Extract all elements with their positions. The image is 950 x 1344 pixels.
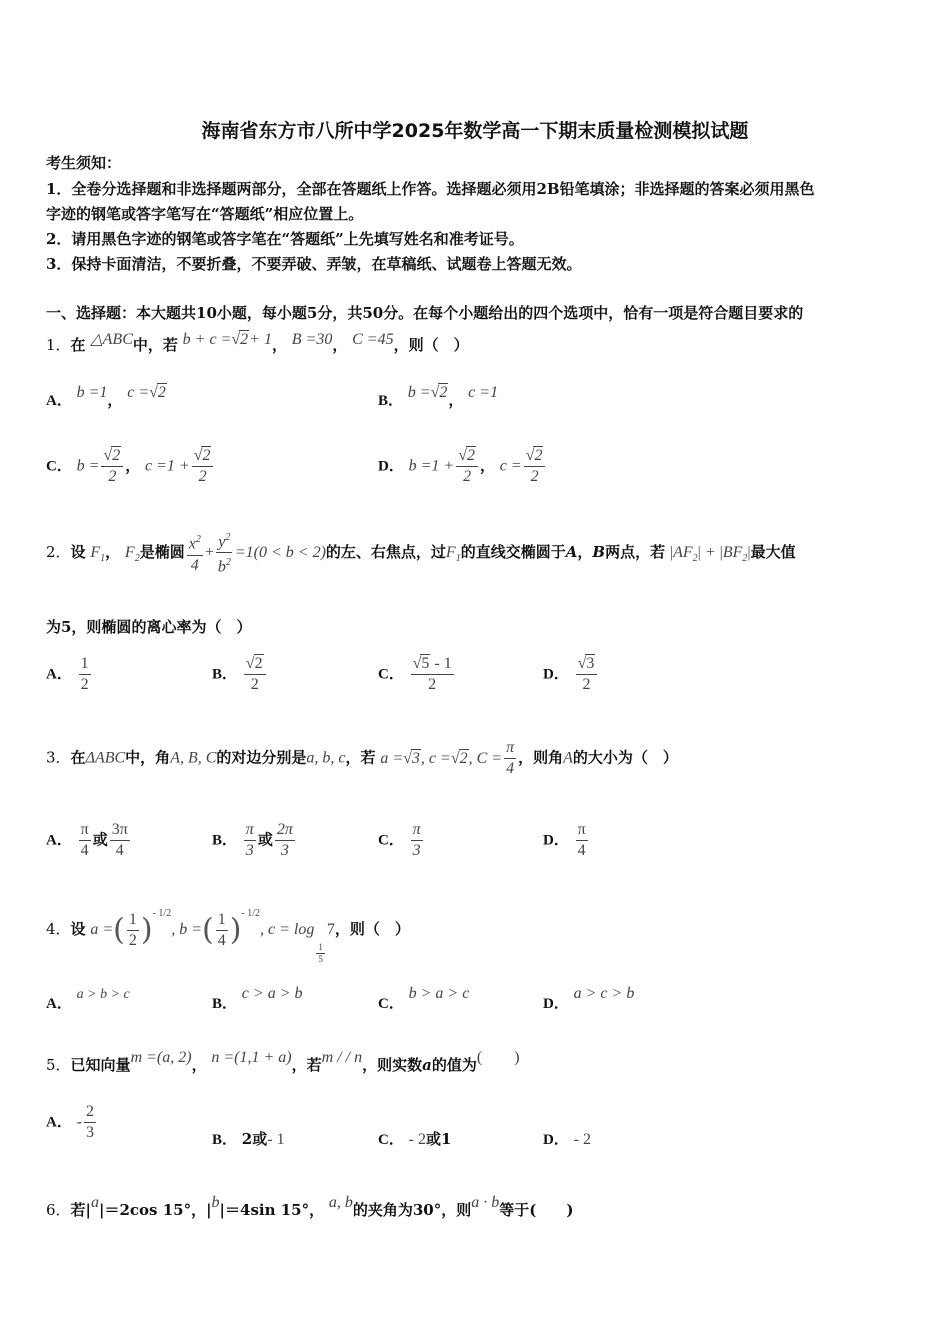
fraction: $\frac{\pi}{4}$ [506,739,515,777]
option-label: B． [212,666,238,683]
q1-condition: b + c =√2+ 1 [182,331,272,348]
minus-sign: - [76,1113,82,1131]
q4-math: 7 [326,921,335,938]
question-number: 4． [46,920,71,938]
option-math: b =1 [76,384,108,401]
section-heading: 一、选择题：本大题共10小题，每小题5分，共50分。在每个小题给出的四个选项中，恰有一项是符合题目要求的 [46,304,804,322]
option-text: 或1 [425,1130,452,1148]
question-2 [46,528,796,578]
fraction: $\frac{2\pi}{3}$ [276,821,293,859]
fraction: $\frac{√2}{2}$ [192,446,214,487]
q6-text: |＝2cos 15°，| [99,1201,212,1219]
option-label: D． [543,1132,569,1148]
question-number: 1． [46,336,71,354]
separator: ， [107,391,123,409]
q5-option-d[interactable] [543,1128,591,1149]
exponent: - 1/2 [241,908,261,919]
q2-option-c[interactable] [378,654,456,695]
question-number: 2． [46,542,71,561]
option-label: A． [46,996,72,1012]
option-math: b = [76,457,100,475]
option-label: B． [212,832,238,849]
parallel-condition: m / / n [321,1049,363,1066]
exponent: - 1/2 [152,908,172,919]
fraction: $\frac{\pi}{3}$ [245,821,254,859]
separator: ， [448,391,464,409]
option-math: b =1 + [408,457,455,475]
plus-sign: + [204,543,214,561]
variable-a: a [422,1056,432,1074]
q1-text: ， [332,336,348,354]
option-label: D． [543,832,569,849]
q4-option-b[interactable] [212,985,303,1019]
q5-text: ，则实数 [362,1056,423,1074]
q4-math: a = [90,921,114,938]
q2-option-d[interactable] [543,654,599,695]
q4-option-d[interactable] [543,985,635,1019]
fraction: $\frac{√2}{2}$ [244,654,266,695]
q5-option-c[interactable] [378,1128,451,1149]
q3-option-b[interactable] [212,820,297,861]
option-label: C． [378,832,404,849]
q3-text: ，若 [345,748,376,767]
q6-text: 的夹角为30°，则 [352,1201,472,1219]
q3-text: 的对边分别是 [216,748,307,767]
option-label: D． [543,996,569,1012]
q2-option-a[interactable] [46,654,93,695]
vector-b: b [211,1194,220,1211]
q2-option-b[interactable] [212,654,268,695]
separator: ， [105,542,121,561]
option-math: b =√2 [407,384,448,401]
q6-text: |＝4sin 15°， [219,1201,325,1219]
option-math: a > b > c [76,987,130,1002]
option-math: a > c > b [573,985,635,1002]
separator: ， [577,542,593,561]
q1-angle-c: C =45 [352,331,394,348]
q1-text: ，则（ ） [393,336,469,354]
q3-option-a[interactable] [46,820,132,861]
question-5 [46,1050,520,1081]
separator: ， [191,1056,207,1074]
log-base: $\frac{1}{5}$ [318,942,323,964]
q5-text: 的值为 [431,1056,477,1074]
option-label: B． [378,393,404,409]
fraction: $\frac{\pi}{3}$ [412,821,421,859]
option-label: A． [46,1114,72,1131]
option-label: D． [378,458,404,475]
fraction: $\frac{\pi}{4}$ [80,821,89,859]
q3-text: 的大小为（ ） [572,748,678,767]
question-3 [46,738,678,779]
option-label: C． [378,1132,404,1148]
q1-text: ， [271,336,287,354]
q2-text: 设 [70,542,86,561]
point-a: A [565,542,578,561]
vector-m: m =(a, 2) [130,1049,192,1066]
vector-n: n =(1,1 + a) [211,1049,292,1066]
vector-a: a [91,1194,100,1211]
option-math: c =1 [468,384,499,401]
notice-item: 字迹的钢笔或答字笔写在“答题纸”相应位置上。 [46,205,364,223]
focus-f2: $F_2$ [124,543,140,565]
separator: ， [480,456,496,475]
q3-condition: a =√3, c =√2, C = [380,749,503,767]
q2-text: 两点，若 [605,542,666,561]
option-label: D． [543,666,569,683]
q5-option-b[interactable] [212,1128,285,1149]
question-6 [46,1195,573,1226]
fraction: $\frac{1}{2}$ [80,655,89,693]
fraction: $\frac{\pi}{4}$ [577,821,586,859]
notice-item: 3．保持卡面清洁，不要折叠，不要弄破、弄皱，在草稿纸、试题卷上答题无效。 [46,255,582,273]
q5-option-a[interactable] [46,1102,98,1143]
q1-option-c[interactable] [46,446,215,487]
q1-text: 在 [70,336,86,354]
option-label: C． [378,996,404,1012]
focus-f1: $F_1$ [445,543,461,565]
fraction: $\frac{√3}{2}$ [576,654,598,695]
q1-option-d[interactable] [378,446,547,487]
question-1 [46,330,469,361]
vectors-ab: a, b [328,1194,353,1211]
page-title: 海南省东方市八所中学2025年数学高一下期末质量检测模拟试题 [201,120,749,142]
sides: a, b, c [306,749,346,767]
notice-item: 1．全卷分选择题和非选择题两部分，全部在答题纸上作答。选择题必须用2B铅笔填涂；非选择题的答案必须用黑色 [46,180,815,198]
fraction: $\frac{2}{3}$ [85,1103,94,1141]
notice-heading: 考生须知： [46,154,122,172]
angles: A, B, C [170,749,217,767]
angle-a: A [563,749,573,767]
separator: ， [125,456,141,475]
option-label: A． [46,832,72,849]
option-label: B． [212,1132,238,1148]
q3-text: 在 [70,748,86,767]
q4-math: , c = log [260,921,315,938]
option-label: A． [46,393,72,409]
q6-text: 若| [70,1201,92,1219]
q1-text: 中，若 [132,336,178,354]
q2-text: 的直线交椭圆于 [460,542,566,561]
or-text: 或 [92,830,108,849]
abs-sum: $|AF_2| + |BF_2|$ [669,543,751,565]
option-math: c =1 + [145,457,190,475]
q2-text: 是椭圆 [139,542,185,561]
option-text: 2或 [241,1130,268,1148]
q5-text: 已知向量 [70,1056,131,1074]
option-math: - 1 [267,1131,285,1148]
fraction: $\frac{1}{2}$ [128,910,137,949]
option-math: c =√2 [127,384,166,401]
question-number: 5． [46,1056,71,1074]
triangle-symbol: ΔABC [85,749,126,767]
q2-text: 的左、右焦点，过 [325,542,446,561]
q6-text: 等于( ) [499,1201,574,1219]
q1-angle-b: B =30 [291,331,333,348]
answer-blank: ( ) [476,1049,520,1066]
fraction: $\frac{√2}{2}$ [524,446,546,487]
dot-product: a · b [471,1194,500,1211]
fraction: $\frac{√2}{2}$ [101,446,123,487]
fraction: $\frac{√2}{2}$ [456,446,478,487]
option-math: - 2 [573,1131,591,1148]
q4-math: , b = [171,921,202,938]
ellipse-condition: =1(0 < b < 2) [234,543,326,561]
point-b: B [592,542,606,561]
fraction: $\frac{y^2}{b^2}$ [216,528,233,578]
fraction: $\frac{3\pi}{4}$ [111,821,128,859]
q4-text: ，则（ ） [334,920,410,938]
q1-option-b[interactable] [378,385,498,416]
q3-text: ，则角 [518,748,564,767]
q2-text: 最大值 [750,542,796,561]
option-label: B． [212,996,238,1012]
q4-option-a[interactable] [46,988,130,1020]
question-4: 4．设 a =( $\frac{1}{2}$ )$^{- 1/2}$, b =( $\frac{1}{4}$ )$^{- 1/2}$, c = log $\frac{1}{5}$ 7，则（ ） [46,908,410,964]
fraction: $\frac{x^2}{4}$ [187,530,203,575]
q4-text: 设 [70,920,86,938]
focus-f1: $F_1$ [90,543,106,565]
q1-option-a[interactable] [46,385,167,416]
q3-option-c[interactable] [378,820,425,861]
q3-text: 中，角 [125,748,171,767]
option-math: c = [499,457,522,475]
or-text: 或 [257,830,273,849]
q4-option-c[interactable] [378,985,470,1019]
option-label: C． [46,458,72,475]
question-number: 3． [46,748,71,767]
fraction: $\frac{1}{4}$ [217,910,226,949]
option-math: b > a > c [408,985,470,1002]
question-number: 6． [46,1201,71,1219]
fraction: $\frac{√5 - 1}{2}$ [412,655,452,693]
option-label: A． [46,666,72,683]
option-math: - 2 [408,1131,426,1148]
q5-text: ，若 [291,1056,322,1074]
option-label: C． [378,666,404,683]
option-math: c > a > b [241,985,303,1002]
q3-option-d[interactable] [543,820,590,861]
q2-line2: 为5，则椭圆的离心率为（ ） [46,618,252,636]
triangle-symbol: △ABC [90,331,133,348]
notice-item: 2．请用黑色字迹的钢笔或答字笔在“答题纸”上先填写姓名和准考证号。 [46,230,524,248]
